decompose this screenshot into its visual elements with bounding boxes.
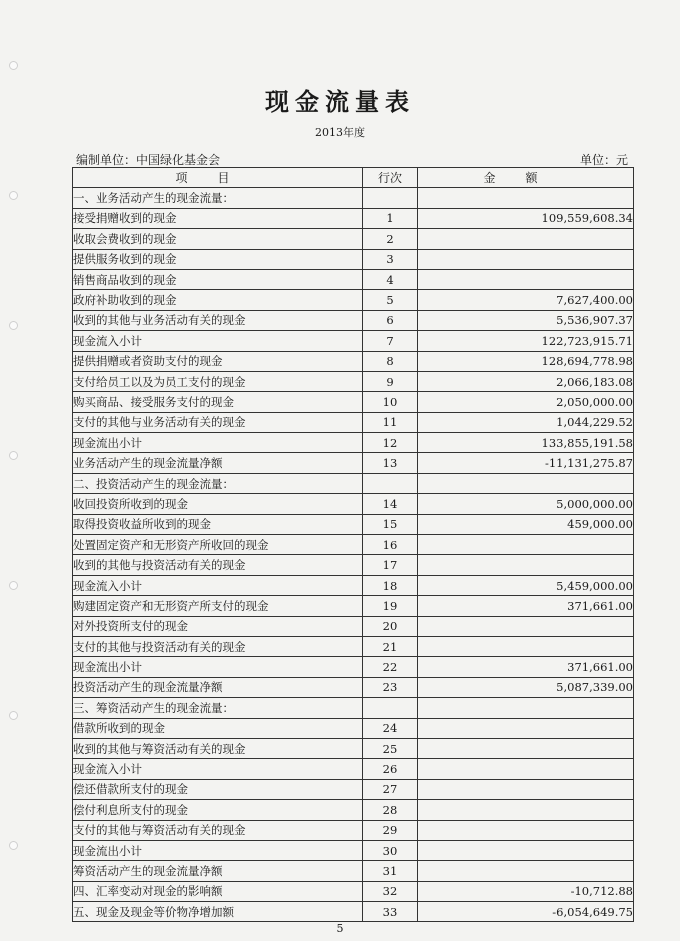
row-line-number: 14 [363, 494, 418, 514]
row-item: 投资活动产生的现金流量净额 [73, 677, 363, 697]
row-amount: 5,000,000.00 [418, 494, 634, 514]
row-line-number: 23 [363, 677, 418, 697]
table-row [73, 290, 634, 310]
row-line-number: 19 [363, 596, 418, 616]
row-line-number: 5 [363, 290, 418, 310]
table-row [73, 636, 634, 656]
punch-hole [9, 451, 18, 460]
punch-hole [9, 321, 18, 330]
row-amount: 5,459,000.00 [418, 575, 634, 595]
row-line-number: 25 [363, 738, 418, 758]
row-amount [418, 840, 634, 860]
table-row [73, 575, 634, 595]
row-line-number: 2 [363, 229, 418, 249]
row-item: 提供捐赠或者资助支付的现金 [73, 351, 363, 371]
row-amount [418, 555, 634, 575]
row-amount [418, 718, 634, 738]
row-item: 一、业务活动产生的现金流量： [73, 188, 363, 208]
table-row [73, 820, 634, 840]
row-amount [418, 188, 634, 208]
row-item: 购买商品、接受服务支付的现金 [73, 392, 363, 412]
row-item: 处置固定资产和无形资产所收回的现金 [73, 535, 363, 555]
table-row [73, 535, 634, 555]
table-row [73, 473, 634, 493]
row-item: 偿还借款所支付的现金 [73, 779, 363, 799]
table-row [73, 779, 634, 799]
row-item: 现金流出小计 [73, 433, 363, 453]
table-row [73, 840, 634, 860]
row-line-number: 11 [363, 412, 418, 432]
row-item: 政府补助收到的现金 [73, 290, 363, 310]
row-amount [418, 636, 634, 656]
row-line-number: 7 [363, 331, 418, 351]
row-line-number: 12 [363, 433, 418, 453]
punch-hole [9, 191, 18, 200]
row-item: 收到的其他与筹资活动有关的现金 [73, 738, 363, 758]
row-amount: 2,066,183.08 [418, 371, 634, 391]
row-item: 收回投资所收到的现金 [73, 494, 363, 514]
table-row [73, 555, 634, 575]
row-amount [418, 616, 634, 636]
row-item: 现金流出小计 [73, 840, 363, 860]
row-amount: 133,855,191.58 [418, 433, 634, 453]
row-amount: 128,694,778.98 [418, 351, 634, 371]
org-label: 编制单位：中国绿化基金会 [76, 153, 221, 167]
row-item: 二、投资活动产生的现金流量： [73, 473, 363, 493]
row-amount [418, 698, 634, 718]
row-line-number: 20 [363, 616, 418, 636]
table-row [73, 881, 634, 901]
row-amount [418, 535, 634, 555]
row-line-number: 13 [363, 453, 418, 473]
period-label: 2013年度 [315, 126, 365, 139]
row-item: 支付的其他与筹资活动有关的现金 [73, 820, 363, 840]
row-amount: -6,054,649.75 [418, 902, 634, 922]
table-row [73, 657, 634, 677]
row-item: 借款所收到的现金 [73, 718, 363, 738]
punch-hole [9, 61, 18, 70]
row-line-number: 29 [363, 820, 418, 840]
row-line-number: 6 [363, 310, 418, 330]
row-line-number: 21 [363, 636, 418, 656]
row-line-number [363, 188, 418, 208]
table-row [73, 249, 634, 269]
row-item: 偿付利息所支付的现金 [73, 800, 363, 820]
row-amount [418, 779, 634, 799]
table-row [73, 412, 634, 432]
row-amount: 5,087,339.00 [418, 677, 634, 697]
row-amount: 7,627,400.00 [418, 290, 634, 310]
row-item: 筹资活动产生的现金流量净额 [73, 861, 363, 881]
row-line-number: 18 [363, 575, 418, 595]
table-row [73, 616, 634, 636]
row-amount [418, 473, 634, 493]
header-line: 行次 [363, 168, 418, 188]
table-row [73, 902, 634, 922]
table-header-row [73, 168, 634, 188]
row-item: 三、筹资活动产生的现金流量： [73, 698, 363, 718]
row-item: 收到的其他与投资活动有关的现金 [73, 555, 363, 575]
row-line-number [363, 473, 418, 493]
table-row [73, 494, 634, 514]
table-row [73, 351, 634, 371]
row-amount [418, 759, 634, 779]
row-amount [418, 820, 634, 840]
row-line-number: 28 [363, 800, 418, 820]
row-line-number: 4 [363, 269, 418, 289]
row-item: 支付的其他与投资活动有关的现金 [73, 636, 363, 656]
table-row [73, 718, 634, 738]
row-item: 现金流出小计 [73, 657, 363, 677]
row-line-number: 17 [363, 555, 418, 575]
row-item: 支付的其他与业务活动有关的现金 [73, 412, 363, 432]
table-row [73, 229, 634, 249]
row-item: 取得投资收益所收到的现金 [73, 514, 363, 534]
row-amount: 1,044,229.52 [418, 412, 634, 432]
row-amount [418, 249, 634, 269]
row-amount [418, 800, 634, 820]
row-amount: 2,050,000.00 [418, 392, 634, 412]
row-item: 现金流入小计 [73, 575, 363, 595]
row-line-number: 10 [363, 392, 418, 412]
table-row [73, 208, 634, 228]
row-amount: -10,712.88 [418, 881, 634, 901]
row-line-number: 33 [363, 902, 418, 922]
row-amount: 459,000.00 [418, 514, 634, 534]
row-item: 购建固定资产和无形资产所支付的现金 [73, 596, 363, 616]
row-amount: 122,723,915.71 [418, 331, 634, 351]
row-line-number: 31 [363, 861, 418, 881]
table-row [73, 310, 634, 330]
row-item: 四、汇率变动对现金的影响额 [73, 881, 363, 901]
table-row [73, 514, 634, 534]
row-item: 现金流入小计 [73, 331, 363, 351]
row-line-number: 27 [363, 779, 418, 799]
row-amount [418, 229, 634, 249]
row-line-number: 24 [363, 718, 418, 738]
row-line-number: 16 [363, 535, 418, 555]
row-item: 业务活动产生的现金流量净额 [73, 453, 363, 473]
row-item: 支付给员工以及为员工支付的现金 [73, 371, 363, 391]
header-item: 项目 [73, 168, 363, 188]
unit-label: 单位：元 [579, 153, 628, 167]
row-line-number: 22 [363, 657, 418, 677]
header-amount: 金额 [418, 168, 634, 188]
row-amount: 109,559,608.34 [418, 208, 634, 228]
row-amount: 371,661.00 [418, 596, 634, 616]
row-item: 接受捐赠收到的现金 [73, 208, 363, 228]
table-row [73, 677, 634, 697]
row-item: 提供服务收到的现金 [73, 249, 363, 269]
row-item: 收到的其他与业务活动有关的现金 [73, 310, 363, 330]
table-row [73, 392, 634, 412]
cash-flow-table [72, 167, 634, 922]
row-amount [418, 738, 634, 758]
table-body [73, 188, 634, 922]
row-item: 现金流入小计 [73, 759, 363, 779]
row-line-number: 26 [363, 759, 418, 779]
punch-hole [9, 581, 18, 590]
table-row [73, 269, 634, 289]
row-line-number: 15 [363, 514, 418, 534]
table-row [73, 759, 634, 779]
page-number: 5 [336, 922, 344, 935]
row-item: 对外投资所支付的现金 [73, 616, 363, 636]
row-item: 收取会费收到的现金 [73, 229, 363, 249]
row-line-number: 3 [363, 249, 418, 269]
table-row [73, 861, 634, 881]
punch-hole [9, 841, 18, 850]
row-line-number: 1 [363, 208, 418, 228]
row-amount [418, 861, 634, 881]
table-row [73, 738, 634, 758]
row-line-number: 8 [363, 351, 418, 371]
page-title: 现金流量表 [265, 87, 415, 116]
table-row [73, 596, 634, 616]
table-row [73, 698, 634, 718]
row-amount: -11,131,275.87 [418, 453, 634, 473]
row-amount: 371,661.00 [418, 657, 634, 677]
row-line-number: 32 [363, 881, 418, 901]
table-row [73, 433, 634, 453]
row-amount: 5,536,907.37 [418, 310, 634, 330]
table-row [73, 453, 634, 473]
row-item: 销售商品收到的现金 [73, 269, 363, 289]
table-row [73, 188, 634, 208]
table-row [73, 331, 634, 351]
row-amount [418, 269, 634, 289]
table-row [73, 800, 634, 820]
punch-hole [9, 711, 18, 720]
row-line-number: 9 [363, 371, 418, 391]
table-row [73, 371, 634, 391]
row-item: 五、现金及现金等价物净增加额 [73, 902, 363, 922]
row-line-number: 30 [363, 840, 418, 860]
row-line-number [363, 698, 418, 718]
